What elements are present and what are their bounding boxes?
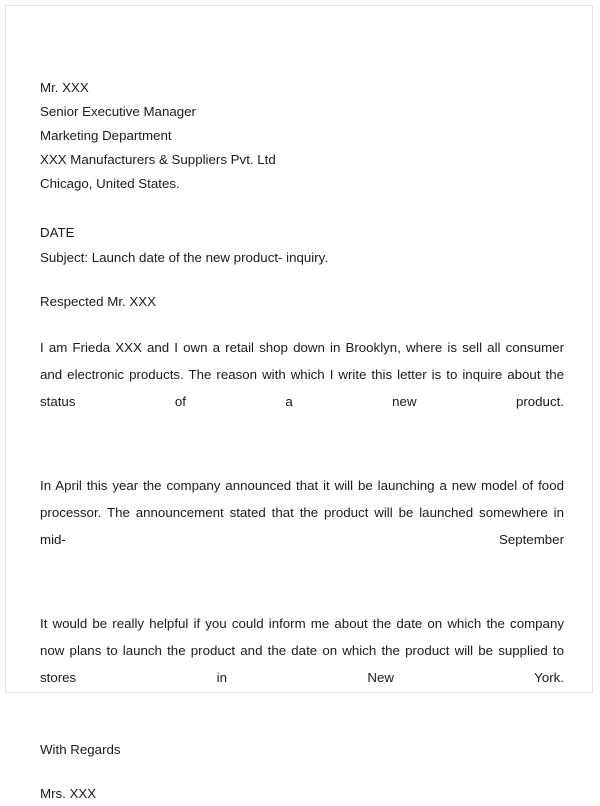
subject-line: Subject: Launch date of the new product- inquiry. bbox=[40, 250, 329, 265]
salutation: Respected Mr. XXX bbox=[40, 294, 157, 309]
recipient-address-block bbox=[40, 76, 562, 196]
recipient-location: Chicago, United States. bbox=[40, 176, 180, 191]
letter-body bbox=[6, 6, 592, 806]
closing-block bbox=[40, 738, 562, 762]
body-paragraph-2: In April this year the company announced that it will be launching a new model of food processor. The announcement stated that the product will be launched somewhere in mid- September bbox=[40, 478, 564, 547]
date-subject-block bbox=[40, 220, 562, 270]
spacer-before-signature bbox=[40, 762, 562, 782]
signature-name: Mrs. XXX bbox=[40, 786, 97, 801]
spacer-after-subject bbox=[40, 270, 562, 290]
spacer-after-salutation bbox=[40, 314, 562, 334]
recipient-title: Senior Executive Manager bbox=[40, 104, 196, 119]
date-line: DATE bbox=[40, 225, 75, 240]
spacer-before-closing bbox=[40, 718, 562, 738]
body-paragraph-3: It would be really helpful if you could inform me about the date on which the company now plans to launch the product and the date on which the product will be supplied to stores in New York. bbox=[40, 616, 564, 685]
signature-block bbox=[40, 782, 562, 806]
spacer-after-address bbox=[40, 196, 562, 220]
closing-salutation: With Regards bbox=[40, 742, 121, 757]
recipient-company: XXX Manufacturers & Suppliers Pvt. Ltd bbox=[40, 152, 276, 167]
salutation-block bbox=[40, 290, 562, 314]
recipient-department: Marketing Department bbox=[40, 128, 172, 143]
spacer-between-paragraph-2-3 bbox=[40, 580, 562, 610]
letter-page bbox=[5, 5, 593, 801]
recipient-name: Mr. XXX bbox=[40, 80, 89, 95]
spacer-between-paragraph-1-2 bbox=[40, 442, 562, 472]
body-paragraph-1: I am Frieda XXX and I own a retail shop down in Brooklyn, where is sell all consumer and electronic products. The reason with which I write this letter is to inquire about the status of a new product. bbox=[40, 340, 564, 409]
